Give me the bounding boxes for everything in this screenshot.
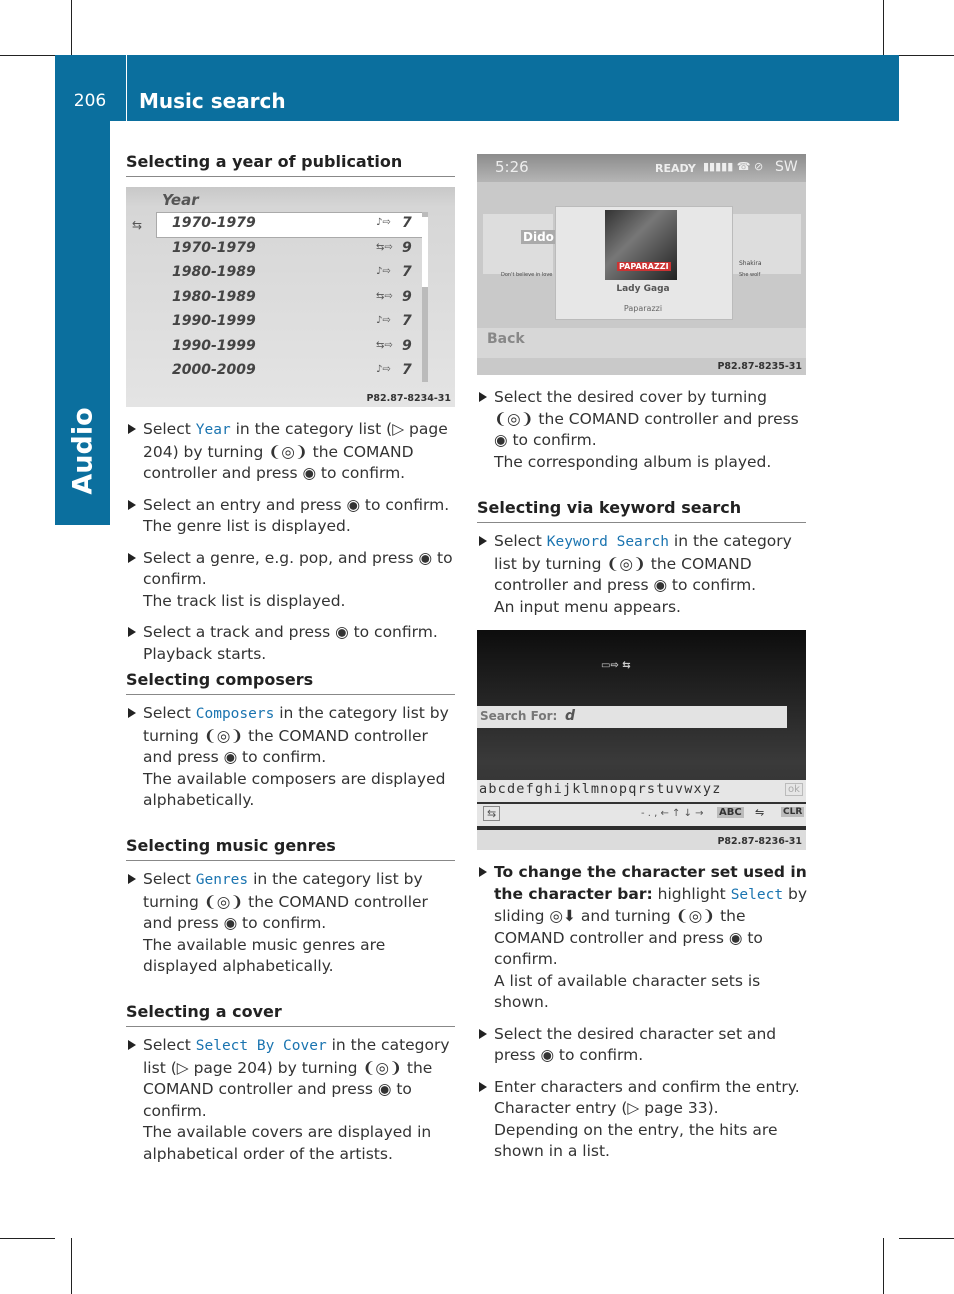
ok-button[interactable]: ok [785, 783, 803, 796]
media-icons: ▭⇨ ⇆ [601, 660, 631, 671]
back-button[interactable]: Back [487, 331, 525, 347]
year-list-screenshot [126, 187, 455, 407]
arrow-icon [128, 1040, 136, 1050]
crop-mark [71, 0, 72, 55]
year-row-label[interactable]: 1990-1999 [172, 337, 256, 354]
usb-source-icon: ⇆⇨ [376, 241, 393, 253]
step-text: in the category list (▷ page 204) by turning ❨◎❩ the COMAND controller and press ◉ to confirm. [143, 420, 448, 482]
step-result: Character entry (▷ page 33). [494, 1099, 719, 1117]
step-result: The available composers are displayed alphabetically. [143, 769, 446, 809]
arrow-icon [479, 867, 487, 877]
step-text: Select the desired character set and press ◉ to confirm. [494, 1024, 777, 1064]
back-bar[interactable] [477, 328, 806, 358]
arrow-icon [128, 500, 136, 510]
step [126, 703, 456, 812]
ui-term-keyword-search: Keyword Search [546, 534, 669, 550]
step-bold-text: To change the character set used in the character bar: [494, 863, 807, 903]
usb-source-icon: ⇆⇨ [376, 339, 393, 351]
usb-source-icon: ⇆⇨ [376, 290, 393, 302]
cover-steps-2 [477, 387, 809, 483]
section-heading-cover: Selecting a cover [126, 1002, 455, 1027]
swap-icon[interactable]: ⇋ [755, 806, 765, 819]
album-title: Paparazzi [623, 304, 663, 313]
left-cover-label: Dido [523, 230, 554, 244]
ui-term-year: Year [195, 422, 231, 438]
crop-mark [883, 1238, 884, 1294]
cover-steps [126, 1035, 458, 1175]
signal-icon: ▮▮▮▮▮ ☎ ⊘ [703, 160, 764, 173]
header-divider [126, 55, 127, 121]
section-heading-genres: Selecting music genres [126, 836, 455, 861]
step-text: Select a track and press ◉ to confirm. [143, 623, 438, 641]
arrow-icon [128, 708, 136, 718]
scrollbar-thumb[interactable] [422, 217, 428, 287]
year-row-label[interactable]: 2000-2009 [172, 362, 256, 378]
arrow-icon [479, 392, 487, 402]
step-result: An input menu appears. [494, 597, 681, 616]
keyword-steps [477, 531, 809, 628]
step-text: Select [143, 1036, 196, 1054]
arrow-icon [479, 536, 487, 546]
year-row-count: 7 [402, 362, 412, 378]
section-heading-keyword: Selecting via keyword search [477, 498, 806, 523]
step-text: Select an entry and press ◉ to confirm. [143, 495, 450, 514]
figure-caption: P82.87-8235-31 [717, 361, 802, 372]
step-result: Depending on the entry, the hits are shown in a list. [494, 1120, 778, 1160]
status-ready: READY [655, 162, 696, 175]
arrow-icon [479, 1029, 487, 1039]
ui-term-select: Select [730, 886, 784, 903]
step-text: in the category list by turning ❨◎❩ the COMAND controller and press ◉ to confirm. [143, 704, 449, 766]
arrow-icon [128, 874, 136, 884]
step-result: The available covers are displayed in alphabetical order of the artists. [143, 1123, 432, 1163]
crop-mark [71, 1238, 72, 1294]
step [126, 548, 456, 613]
step-text: in the category list by turning ❨◎❩ the COMAND controller and press ◉ to confirm. [143, 870, 428, 932]
step-result: The available music genres are displayed alphabetically. [143, 935, 386, 975]
section-heading-year: Selecting a year of publication [126, 152, 455, 177]
step-result: The corresponding album is played. [494, 452, 772, 471]
step-result: Playback starts. [143, 644, 267, 663]
crop-mark [899, 1238, 954, 1239]
genres-steps [126, 869, 456, 988]
step [477, 862, 809, 1014]
crop-mark [899, 55, 954, 56]
step [126, 869, 456, 978]
year-row-label[interactable]: 1970-1979 [172, 215, 256, 231]
page-header [55, 55, 899, 121]
list-icon: ⇆ [132, 218, 143, 232]
select-icon[interactable]: ⇆ [483, 806, 500, 821]
search-label: Search For: [480, 709, 558, 723]
step-text: Select a genre, e.g. pop, and press ◉ to confirm. [143, 548, 453, 588]
year-row-count: 7 [402, 264, 412, 280]
step [477, 531, 809, 618]
step-text: Select [494, 532, 547, 550]
arrow-icon [479, 1082, 487, 1092]
album-artist: Lady Gaga [616, 284, 670, 294]
left-cover[interactable] [483, 214, 553, 274]
step [126, 1035, 458, 1165]
step-text: Select [143, 704, 196, 722]
abc-button[interactable]: ABC [719, 807, 742, 818]
status-sw: SW [775, 159, 798, 175]
year-row-count: 9 [402, 337, 412, 354]
mp3-source-icon: ♪⇨ [376, 364, 391, 375]
step [477, 1077, 809, 1163]
year-row-label[interactable]: 1990-1999 [172, 313, 256, 329]
year-row-count: 9 [402, 239, 412, 256]
year-column-title: Year [162, 191, 199, 209]
step-text: in the category list by turning ❨◎❩ the COMAND controller and press ◉ to confirm. [494, 532, 792, 594]
year-row-label[interactable]: 1970-1979 [172, 239, 256, 256]
figure-caption: P82.87-8234-31 [366, 393, 451, 404]
clr-button[interactable]: CLR [783, 807, 803, 817]
year-row-count: 9 [402, 288, 412, 305]
cover-flow-screenshot [477, 154, 806, 375]
step-result: A list of available character sets is shown. [494, 971, 761, 1011]
figure-caption: P82.87-8236-31 [717, 836, 802, 847]
year-row-label[interactable]: 1980-1989 [172, 264, 256, 280]
arrow-icon [128, 553, 136, 563]
year-row-label[interactable]: 1980-1989 [172, 288, 256, 305]
section-heading-composers: Selecting composers [126, 670, 455, 695]
step-text: by sliding ◎⬇ and turning ❨◎❩ the COMAND controller and press ◉ to confirm. [494, 884, 808, 968]
step-text: Select [143, 870, 196, 888]
clock: 5:26 [495, 158, 529, 176]
crop-mark [0, 55, 55, 56]
composers-steps [126, 703, 456, 822]
step [126, 622, 456, 665]
year-row-count: 7 [402, 313, 412, 329]
arrow-icon [128, 627, 136, 637]
step-result: The track list is displayed. [143, 591, 346, 610]
mp3-source-icon: ♪⇨ [376, 315, 391, 326]
step-text: highlight [652, 884, 731, 903]
mp3-source-icon: ♪⇨ [376, 217, 391, 228]
album-art-label: PAPARAZZI [619, 262, 669, 271]
step-text: Select the desired cover by turning ❨◎❩ the COMAND controller and press ◉ to confirm. [494, 388, 799, 449]
step-text: Enter characters and confirm the entry. [494, 1077, 800, 1096]
ui-term-composers: Composers [195, 706, 275, 722]
character-bar-letters[interactable]: abcdefghijklmnopqrstuvwxyz [479, 781, 722, 797]
crop-mark [883, 0, 884, 55]
right-cover-label: Shakira [739, 260, 762, 267]
year-steps [126, 419, 456, 675]
left-cover-sub: Don't believe in love [501, 272, 553, 278]
page-title: Music search [139, 89, 286, 113]
ui-term-select-by-cover: Select By Cover [195, 1038, 327, 1054]
step-text: in the category list (▷ page 204) by turning ❨◎❩ the COMAND controller and press ◉ to confirm. [143, 1036, 450, 1120]
crop-mark [0, 1238, 55, 1239]
side-tab [55, 121, 110, 525]
mp3-source-icon: ♪⇨ [376, 266, 391, 277]
search-input[interactable]: d [565, 708, 576, 724]
ui-term-genres: Genres [195, 872, 249, 888]
keyword-search-screenshot [477, 630, 806, 850]
step [126, 419, 456, 485]
step-text: Select [143, 420, 196, 438]
step [477, 1024, 809, 1067]
keyword-steps-2 [477, 862, 809, 1173]
step-result: The genre list is displayed. [143, 517, 351, 535]
year-row-count: 7 [402, 215, 412, 231]
step [477, 387, 809, 473]
punctuation-keys[interactable]: - . , ← ↑ ↓ → [641, 808, 704, 819]
arrow-icon [128, 424, 136, 434]
page-number: 206 [73, 91, 107, 111]
right-cover-sub: She wolf [739, 272, 761, 278]
step [126, 495, 456, 538]
side-tab-label: Audio [67, 407, 98, 495]
